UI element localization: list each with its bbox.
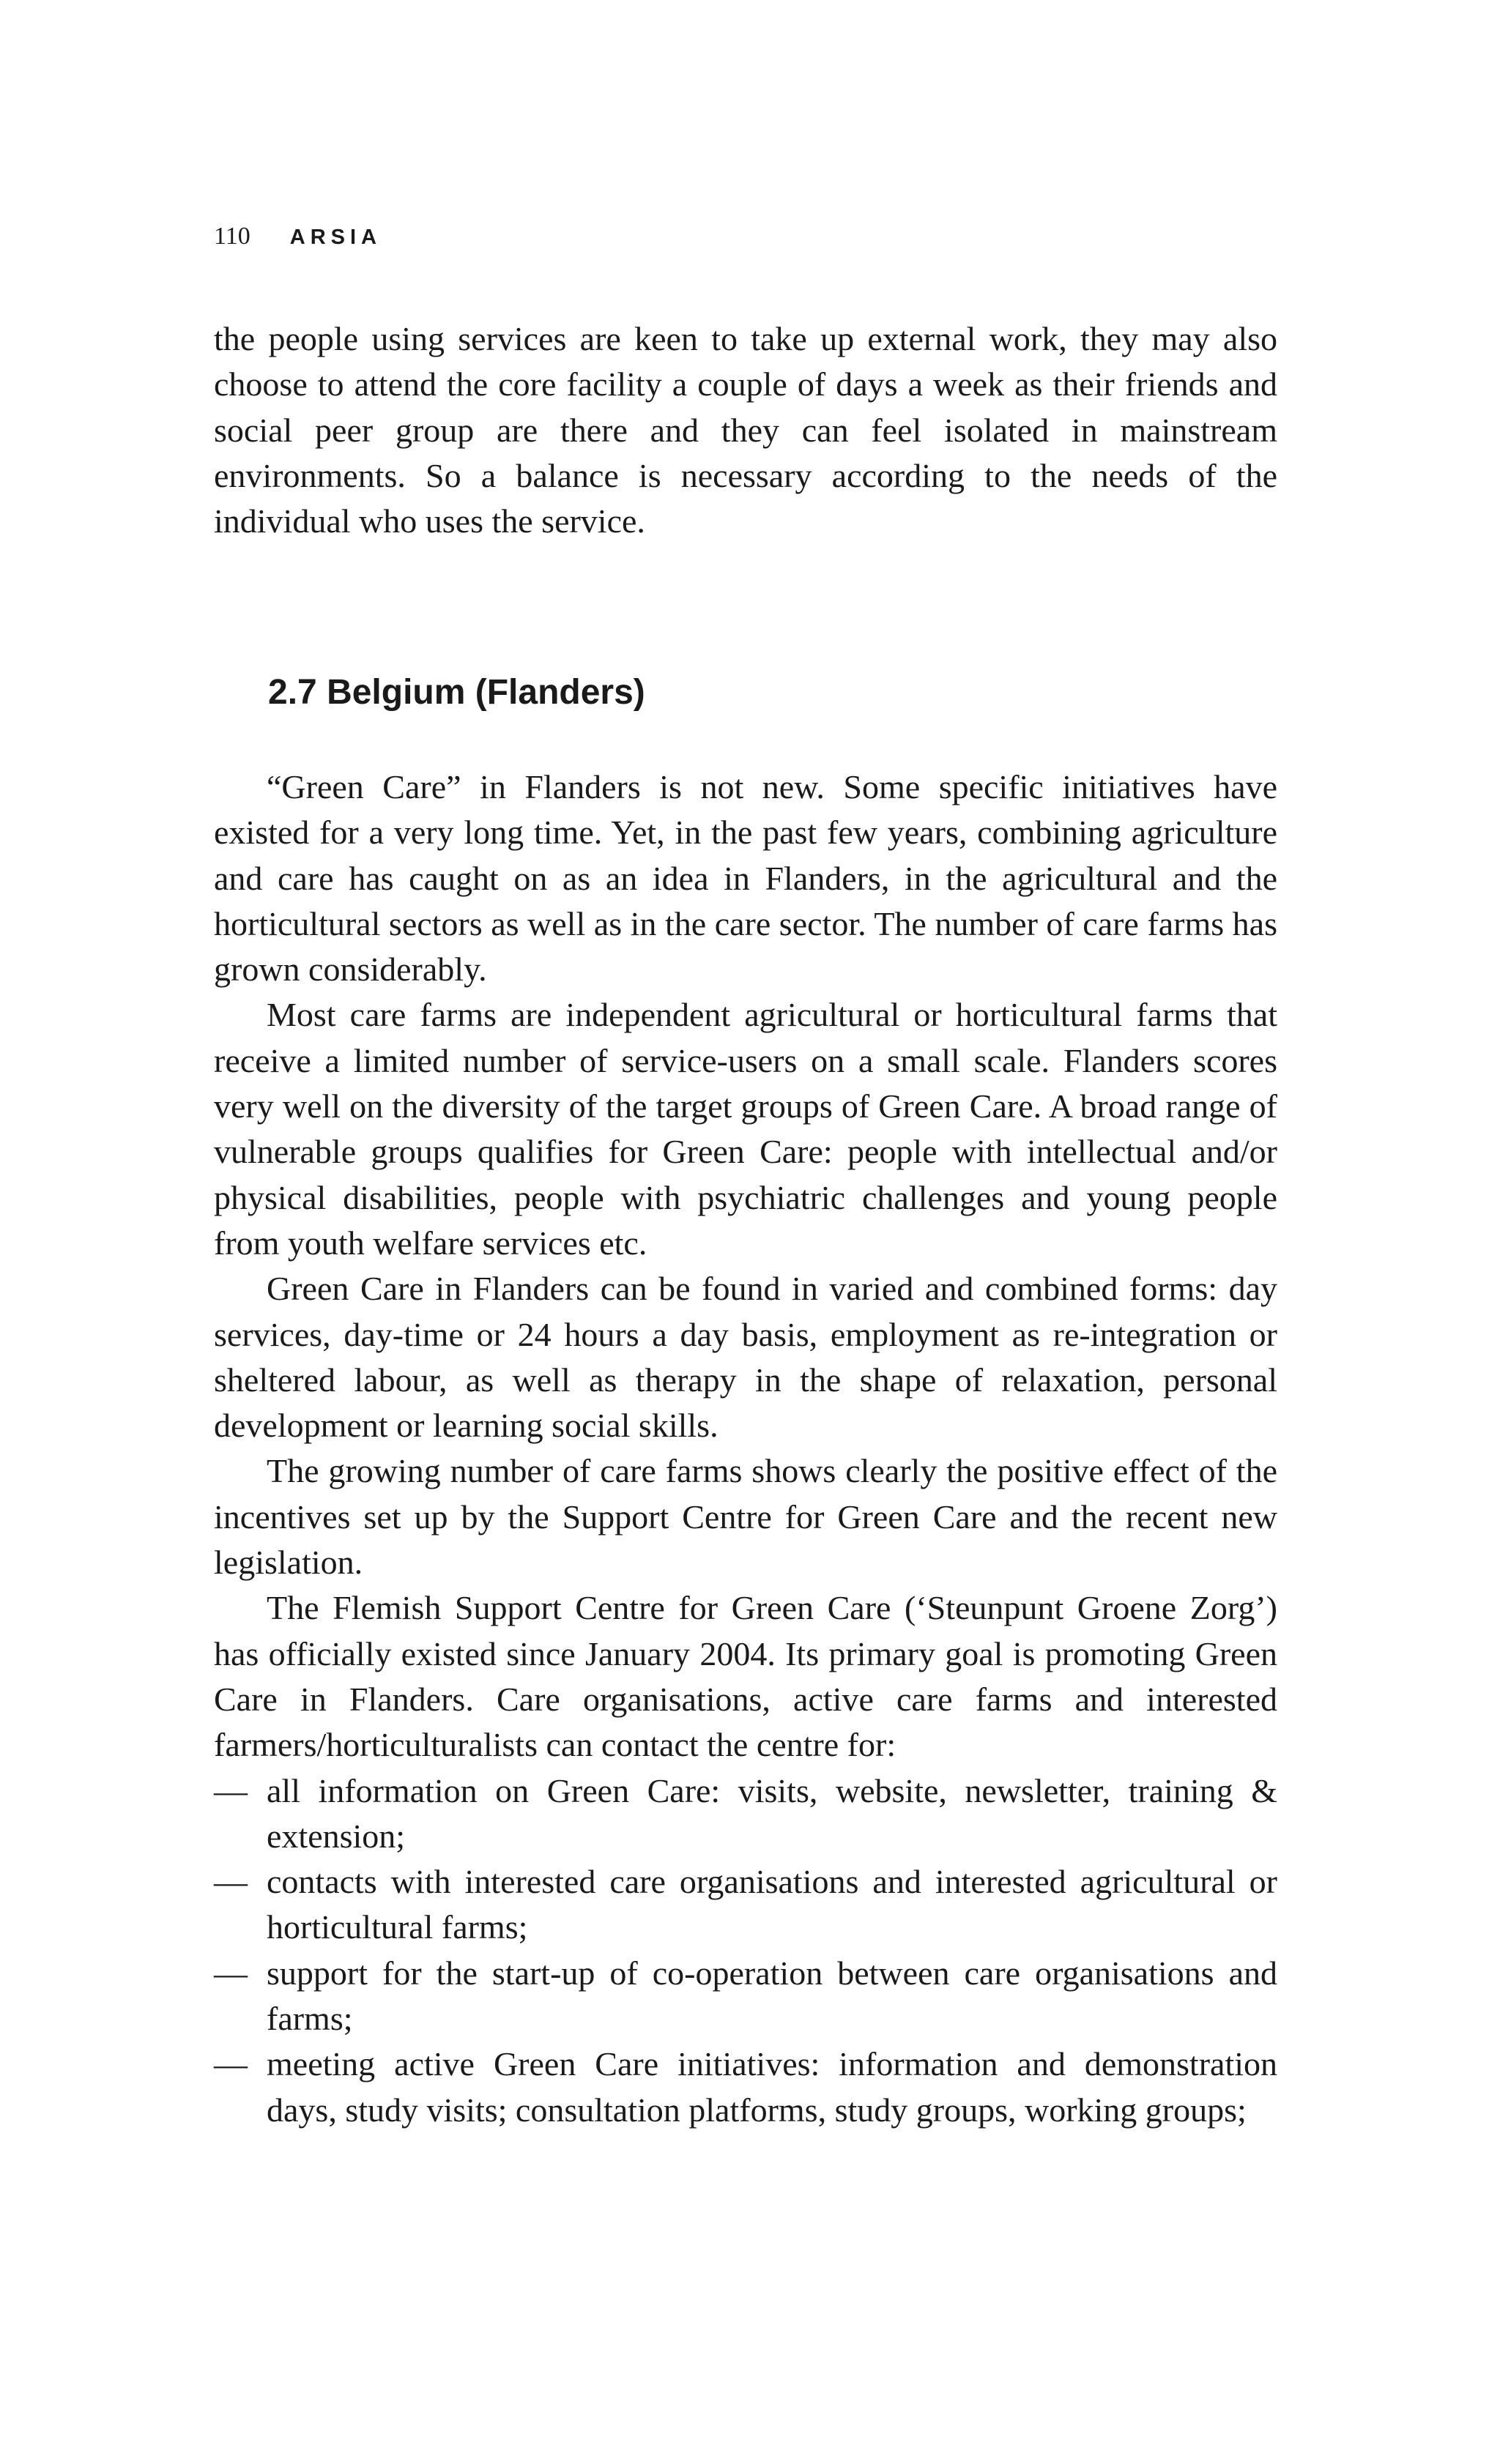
dash-marker: — <box>214 2045 248 2083</box>
paragraph-5: The Flemish Support Centre for Green Care (‘Steunpunt Groene Zorg’) has officially existed since January 2004. Its primary goal is promoting Green Care in Flanders. Care organisations, active care farms and interested farmers/horticulturalists can contact the centre for: <box>214 1589 1277 1764</box>
list-item <box>214 1859 1277 1951</box>
paragraph-1: “Green Care” in Flanders is not new. Some specific initiatives have existed for a very long time. Yet, in the past few years, combining agriculture and care has caught on as an idea in Flanders, in the agricultural and the horticultural sectors as well as in the care sector. The number of care farms has grown considerably. <box>214 768 1277 989</box>
dash-marker: — <box>214 1863 248 1901</box>
list-item <box>214 1768 1277 1860</box>
list-item-text: meeting active Green Care initiatives: information and demonstration days, study visits; consultation platforms, study groups, working groups; <box>267 2045 1277 2129</box>
paragraph-4: The growing number of care farms shows clearly the positive effect of the incentives set up by the Support Centre for Green Care and the recent new legislation. <box>214 1452 1277 1582</box>
intro-text-block <box>214 316 1277 544</box>
list-item-text: contacts with interested care organisations and interested agricultural or horticultural farms; <box>267 1863 1277 1946</box>
list-item-text: support for the start-up of co-operation between care organisations and farms; <box>267 1954 1277 2038</box>
page-header <box>214 223 382 250</box>
list-item <box>214 1951 1277 2042</box>
section-heading: 2.7 Belgium (Flanders) <box>268 673 645 712</box>
list-item <box>214 2041 1277 2133</box>
intro-paragraph: the people using services are keen to take up external work, they may also choose to attend the core facility a couple of days a week as their friends and social peer group are there and they can feel isolated in mainstream environments. So a balance is necessary according to the needs of the individual who uses the service. <box>214 320 1277 540</box>
section-body <box>214 764 1277 2133</box>
paragraph-3: Green Care in Flanders can be found in varied and combined forms: day services, day-time or 24 hours a day basis, employment as re-integration or sheltered labour, as well as therapy in the shape of relaxation, personal development or learning social skills. <box>214 1270 1277 1445</box>
services-list <box>214 1768 1277 2133</box>
running-head: ARSIA <box>289 226 382 249</box>
page-number: 110 <box>214 223 250 250</box>
paragraph-2: Most care farms are independent agricultural or horticultural farms that receive a limited number of service-users on a small scale. Flanders scores very well on the diversity of the target groups of Green Care. A broad range of vulnerable groups qualifies for Green Care: people with intellectual and/or physical disabilities, people with psychiatric challenges and young people from youth welfare services etc. <box>214 996 1277 1262</box>
list-item-text: all information on Green Care: visits, website, newsletter, training & extension; <box>267 1771 1277 1855</box>
dash-marker: — <box>214 1771 248 1809</box>
dash-marker: — <box>214 1954 248 1992</box>
